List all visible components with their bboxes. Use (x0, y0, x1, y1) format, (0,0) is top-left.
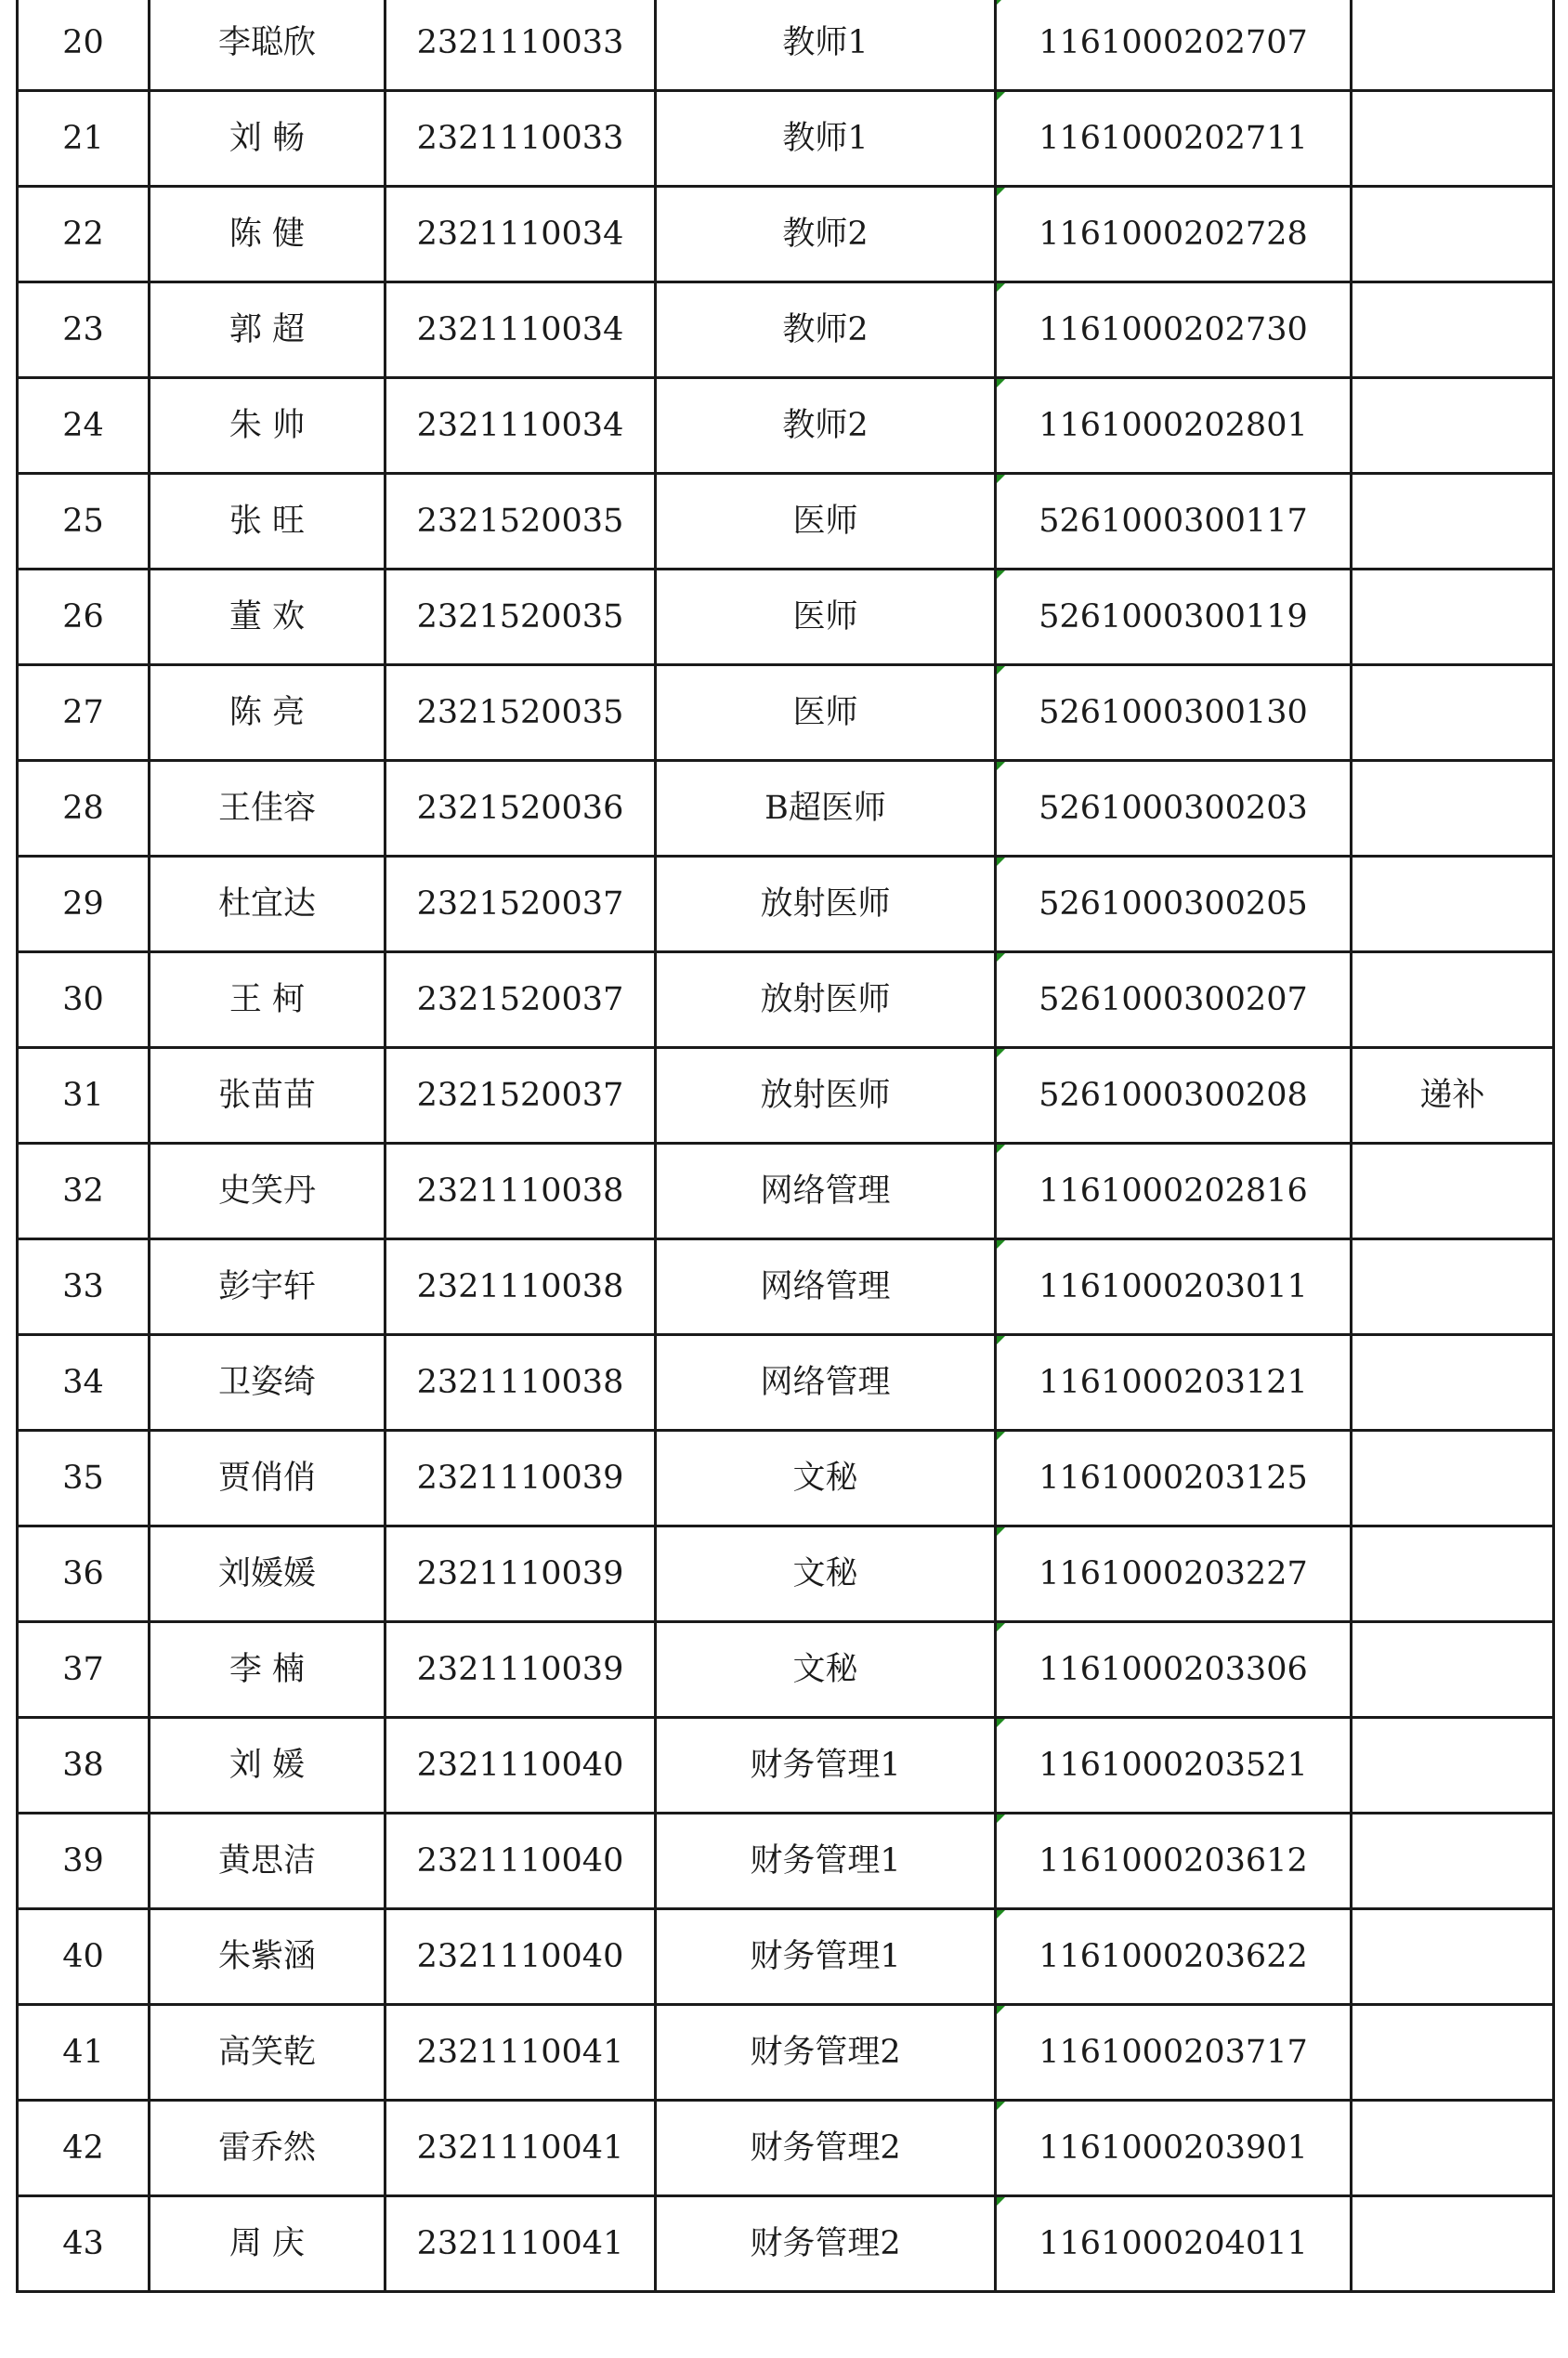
name-cell: 李 楠 (150, 1622, 385, 1718)
ticket-number-cell: 1161000203227 (996, 1526, 1352, 1622)
name-cell: 朱 帅 (150, 378, 385, 474)
name-cell: 张 旺 (150, 474, 385, 570)
position-cell: 放射医师 (656, 857, 996, 952)
name-cell: 李聪欣 (150, 0, 385, 91)
position-cell: 财务管理1 (656, 1909, 996, 2005)
position-cell: 财务管理1 (656, 1718, 996, 1814)
ticket-number-cell: 5261000300203 (996, 761, 1352, 857)
table-row (18, 1144, 1554, 1239)
note-cell (1352, 0, 1554, 91)
position-cell: 教师2 (656, 378, 996, 474)
row-number-cell: 31 (18, 1048, 150, 1144)
post-code-cell: 2321520035 (385, 570, 656, 665)
ticket-number-cell: 5261000300119 (996, 570, 1352, 665)
row-number-cell: 32 (18, 1144, 150, 1239)
name-cell: 董 欢 (150, 570, 385, 665)
position-cell: 文秘 (656, 1431, 996, 1526)
name-cell: 王佳容 (150, 761, 385, 857)
note-cell (1352, 1144, 1554, 1239)
name-cell: 史笑丹 (150, 1144, 385, 1239)
position-cell: 医师 (656, 474, 996, 570)
row-number-cell: 36 (18, 1526, 150, 1622)
note-cell (1352, 857, 1554, 952)
table-row (18, 282, 1554, 378)
table-row (18, 1622, 1554, 1718)
note-cell (1352, 91, 1554, 187)
name-cell: 陈 健 (150, 187, 385, 282)
post-code-cell: 2321110034 (385, 378, 656, 474)
ticket-number-cell: 5261000300207 (996, 952, 1352, 1048)
name-cell: 高笑乾 (150, 2005, 385, 2101)
table-row (18, 2196, 1554, 2292)
ticket-number-cell: 1161000202711 (996, 91, 1352, 187)
row-number-cell: 26 (18, 570, 150, 665)
table-row (18, 0, 1554, 91)
row-number-cell: 41 (18, 2005, 150, 2101)
post-code-cell: 2321110040 (385, 1718, 656, 1814)
candidate-table (16, 0, 1555, 2293)
name-cell: 陈 亮 (150, 665, 385, 761)
table-row (18, 1909, 1554, 2005)
ticket-number-cell: 1161000202728 (996, 187, 1352, 282)
name-cell: 朱紫涵 (150, 1909, 385, 2005)
row-number-cell: 29 (18, 857, 150, 952)
note-cell (1352, 187, 1554, 282)
note-cell (1352, 1814, 1554, 1909)
position-cell: 文秘 (656, 1526, 996, 1622)
ticket-number-cell: 5261000300117 (996, 474, 1352, 570)
name-cell: 杜宜达 (150, 857, 385, 952)
table-row (18, 665, 1554, 761)
ticket-number-cell: 1161000203717 (996, 2005, 1352, 2101)
note-cell (1352, 378, 1554, 474)
post-code-cell: 2321110040 (385, 1814, 656, 1909)
name-cell: 张苗苗 (150, 1048, 385, 1144)
note-cell (1352, 2005, 1554, 2101)
post-code-cell: 2321110033 (385, 0, 656, 91)
note-cell (1352, 1909, 1554, 2005)
note-cell (1352, 1718, 1554, 1814)
ticket-number-cell: 1161000202816 (996, 1144, 1352, 1239)
table-row (18, 378, 1554, 474)
post-code-cell: 2321110041 (385, 2196, 656, 2292)
note-cell (1352, 570, 1554, 665)
row-number-cell: 42 (18, 2101, 150, 2196)
name-cell: 刘媛媛 (150, 1526, 385, 1622)
note-cell (1352, 1335, 1554, 1431)
row-number-cell: 22 (18, 187, 150, 282)
ticket-number-cell: 1161000203011 (996, 1239, 1352, 1335)
note-cell (1352, 952, 1554, 1048)
ticket-number-cell: 1161000202801 (996, 378, 1352, 474)
note-cell (1352, 474, 1554, 570)
table-row (18, 1814, 1554, 1909)
position-cell: 财务管理2 (656, 2196, 996, 2292)
row-number-cell: 23 (18, 282, 150, 378)
note-cell (1352, 2196, 1554, 2292)
post-code-cell: 2321110040 (385, 1909, 656, 2005)
name-cell: 贾俏俏 (150, 1431, 385, 1526)
post-code-cell: 2321520035 (385, 474, 656, 570)
ticket-number-cell: 1161000203622 (996, 1909, 1352, 2005)
row-number-cell: 27 (18, 665, 150, 761)
row-number-cell: 20 (18, 0, 150, 91)
ticket-number-cell: 1161000203612 (996, 1814, 1352, 1909)
name-cell: 雷乔然 (150, 2101, 385, 2196)
position-cell: 财务管理2 (656, 2101, 996, 2196)
post-code-cell: 2321110039 (385, 1526, 656, 1622)
row-number-cell: 35 (18, 1431, 150, 1526)
post-code-cell: 2321110033 (385, 91, 656, 187)
note-cell: 递补 (1352, 1048, 1554, 1144)
post-code-cell: 2321110038 (385, 1335, 656, 1431)
table-row (18, 474, 1554, 570)
name-cell: 王 柯 (150, 952, 385, 1048)
post-code-cell: 2321110041 (385, 2005, 656, 2101)
position-cell: 教师2 (656, 187, 996, 282)
note-cell (1352, 665, 1554, 761)
table-row (18, 952, 1554, 1048)
table-row (18, 857, 1554, 952)
row-number-cell: 34 (18, 1335, 150, 1431)
position-cell: 网络管理 (656, 1144, 996, 1239)
table-row (18, 1048, 1554, 1144)
post-code-cell: 2321520037 (385, 1048, 656, 1144)
table-row (18, 1431, 1554, 1526)
ticket-number-cell: 1161000202730 (996, 282, 1352, 378)
post-code-cell: 2321110039 (385, 1431, 656, 1526)
note-cell (1352, 1526, 1554, 1622)
table-row (18, 1526, 1554, 1622)
post-code-cell: 2321110038 (385, 1239, 656, 1335)
position-cell: B超医师 (656, 761, 996, 857)
name-cell: 刘 畅 (150, 91, 385, 187)
name-cell: 郭 超 (150, 282, 385, 378)
row-number-cell: 33 (18, 1239, 150, 1335)
ticket-number-cell: 1161000204011 (996, 2196, 1352, 2292)
row-number-cell: 25 (18, 474, 150, 570)
name-cell: 刘 媛 (150, 1718, 385, 1814)
ticket-number-cell: 1161000203125 (996, 1431, 1352, 1526)
position-cell: 文秘 (656, 1622, 996, 1718)
post-code-cell: 2321110038 (385, 1144, 656, 1239)
table-row (18, 761, 1554, 857)
position-cell: 网络管理 (656, 1239, 996, 1335)
table-row (18, 2005, 1554, 2101)
ticket-number-cell: 1161000202707 (996, 0, 1352, 91)
position-cell: 教师2 (656, 282, 996, 378)
row-number-cell: 24 (18, 378, 150, 474)
table-row (18, 1335, 1554, 1431)
name-cell: 彭宇轩 (150, 1239, 385, 1335)
post-code-cell: 2321520036 (385, 761, 656, 857)
row-number-cell: 43 (18, 2196, 150, 2292)
ticket-number-cell: 1161000203306 (996, 1622, 1352, 1718)
ticket-number-cell: 5261000300205 (996, 857, 1352, 952)
table-row (18, 1239, 1554, 1335)
table-body (18, 0, 1554, 2292)
note-cell (1352, 1239, 1554, 1335)
post-code-cell: 2321520037 (385, 952, 656, 1048)
note-cell (1352, 282, 1554, 378)
note-cell (1352, 2101, 1554, 2196)
post-code-cell: 2321110039 (385, 1622, 656, 1718)
ticket-number-cell: 5261000300208 (996, 1048, 1352, 1144)
post-code-cell: 2321110034 (385, 187, 656, 282)
table-row (18, 187, 1554, 282)
row-number-cell: 38 (18, 1718, 150, 1814)
table-row (18, 1718, 1554, 1814)
position-cell: 网络管理 (656, 1335, 996, 1431)
note-cell (1352, 1431, 1554, 1526)
name-cell: 周 庆 (150, 2196, 385, 2292)
ticket-number-cell: 1161000203121 (996, 1335, 1352, 1431)
position-cell: 医师 (656, 570, 996, 665)
position-cell: 财务管理2 (656, 2005, 996, 2101)
post-code-cell: 2321520037 (385, 857, 656, 952)
name-cell: 卫姿绮 (150, 1335, 385, 1431)
table-row (18, 91, 1554, 187)
position-cell: 放射医师 (656, 952, 996, 1048)
table-row (18, 570, 1554, 665)
ticket-number-cell: 1161000203521 (996, 1718, 1352, 1814)
row-number-cell: 39 (18, 1814, 150, 1909)
ticket-number-cell: 5261000300130 (996, 665, 1352, 761)
row-number-cell: 30 (18, 952, 150, 1048)
note-cell (1352, 761, 1554, 857)
post-code-cell: 2321110034 (385, 282, 656, 378)
table-row (18, 2101, 1554, 2196)
position-cell: 放射医师 (656, 1048, 996, 1144)
name-cell: 黄思洁 (150, 1814, 385, 1909)
row-number-cell: 21 (18, 91, 150, 187)
position-cell: 教师1 (656, 91, 996, 187)
position-cell: 教师1 (656, 0, 996, 91)
position-cell: 财务管理1 (656, 1814, 996, 1909)
post-code-cell: 2321520035 (385, 665, 656, 761)
row-number-cell: 37 (18, 1622, 150, 1718)
row-number-cell: 28 (18, 761, 150, 857)
ticket-number-cell: 1161000203901 (996, 2101, 1352, 2196)
post-code-cell: 2321110041 (385, 2101, 656, 2196)
position-cell: 医师 (656, 665, 996, 761)
note-cell (1352, 1622, 1554, 1718)
row-number-cell: 40 (18, 1909, 150, 2005)
